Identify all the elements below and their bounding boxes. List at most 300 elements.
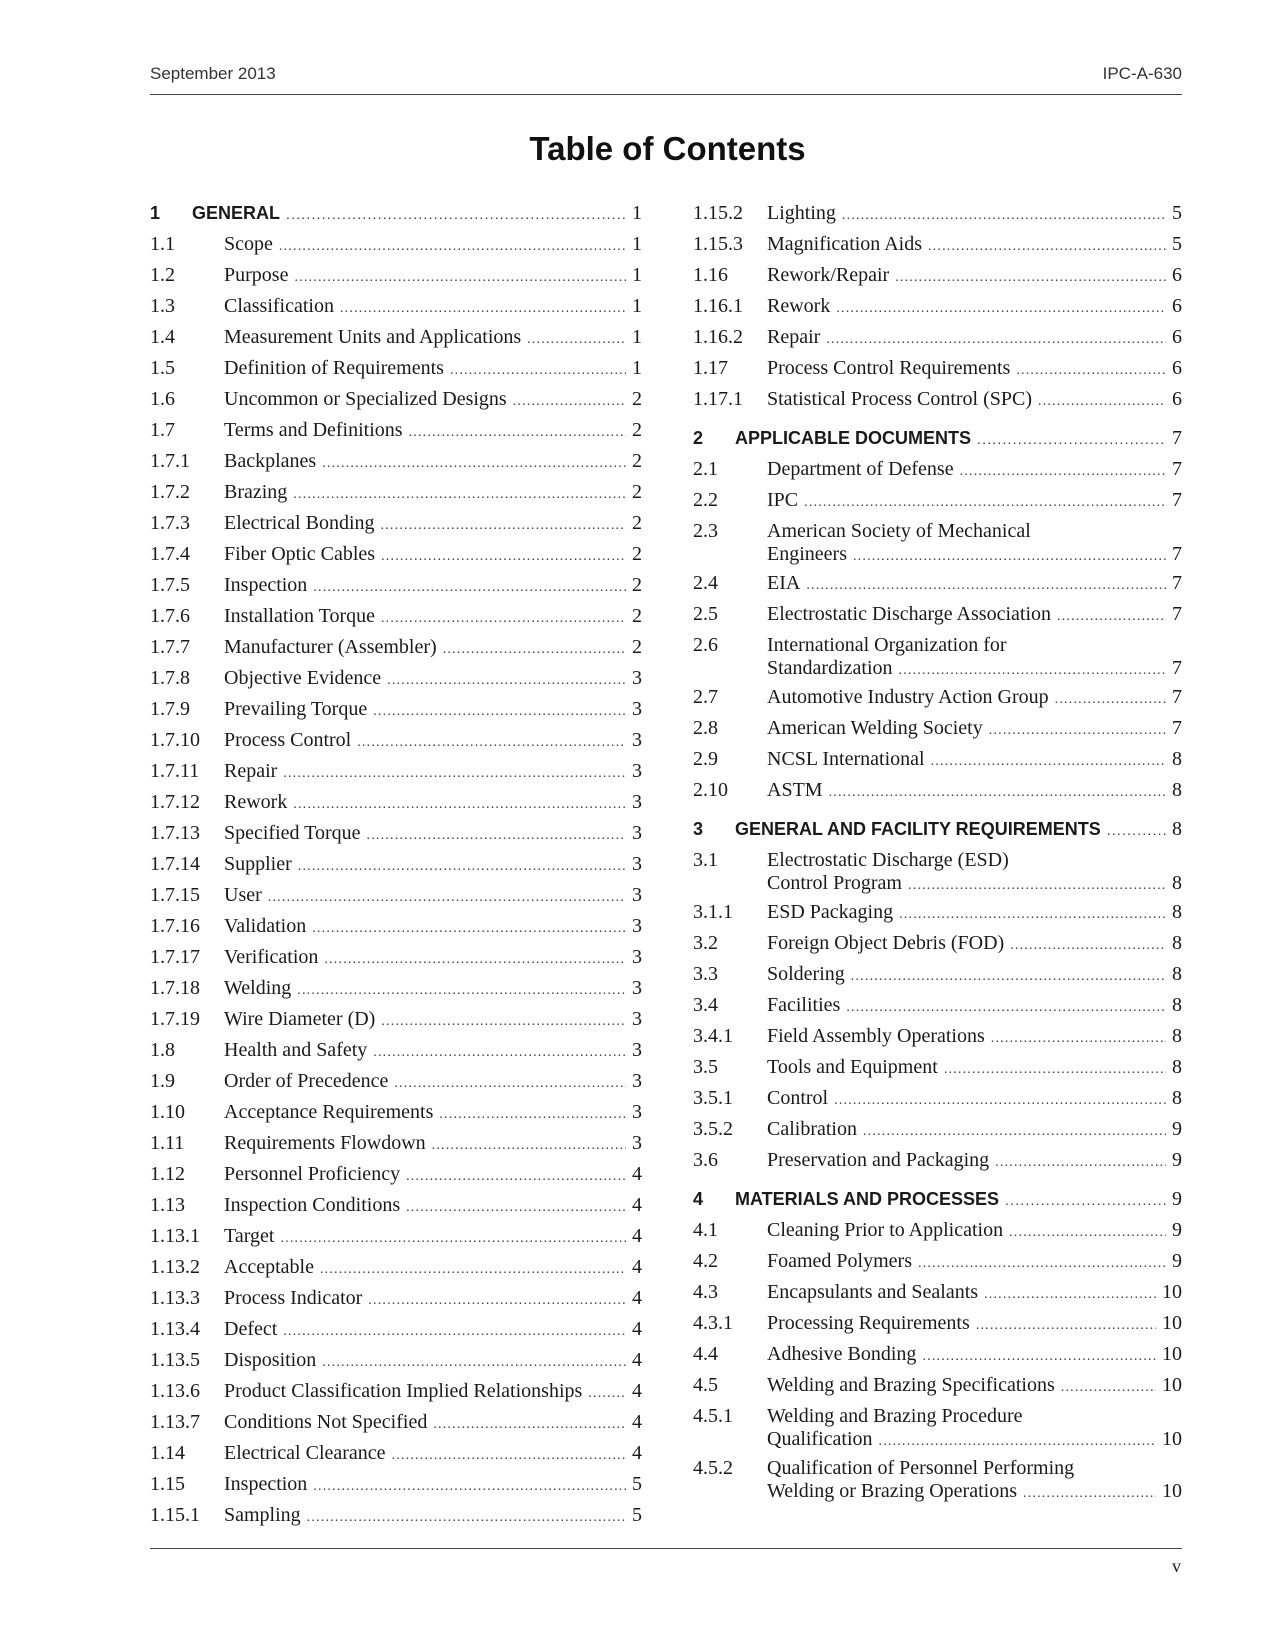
toc-entry: [150, 787, 642, 818]
toc-section-title: Product Classification Implied Relationships: [224, 1380, 583, 1402]
toc-section-number: 1.13.7: [150, 1411, 200, 1433]
toc-page-number: 4: [632, 1287, 642, 1309]
toc-section-title: International Organization for: [767, 634, 1007, 656]
toc-entry: [693, 322, 1182, 353]
toc-page-number: 3: [632, 1101, 642, 1123]
toc-section-number: 1.1: [150, 233, 175, 255]
toc-entry: [150, 384, 642, 415]
toc-page-number: 10: [1162, 1374, 1182, 1396]
toc-page-number: 8: [1172, 818, 1182, 840]
toc-section-title: Facilities: [767, 994, 841, 1016]
toc-dot-leader: [324, 948, 626, 971]
toc-entry: [150, 229, 642, 260]
toc-dot-leader: [433, 1413, 626, 1436]
toc-entry: [693, 1339, 1182, 1370]
toc-page-number: 3: [632, 1008, 642, 1030]
toc-section-title: Validation: [224, 915, 307, 937]
toc-dot-leader: [322, 452, 626, 475]
toc-section-title: Specified Torque: [224, 822, 361, 844]
footer-rule: [150, 1548, 1182, 1549]
toc-section-title: Backplanes: [224, 450, 317, 472]
toc-section-number: 3: [693, 819, 704, 839]
toc-dot-leader: [312, 917, 626, 940]
toc-section-title: Rework: [224, 791, 288, 813]
toc-section-number: 4.5.1: [693, 1405, 733, 1427]
toc-section-number: 3.3: [693, 963, 718, 985]
toc-section-number: 1.5: [150, 357, 175, 379]
header-date: September 2013: [150, 64, 276, 83]
toc-section-number: 2.2: [693, 489, 718, 511]
toc-entry: [693, 229, 1182, 260]
toc-section-title: Sampling: [224, 1504, 301, 1526]
toc-section-title: GENERAL: [192, 203, 281, 223]
toc-entry: [693, 1083, 1182, 1114]
toc-dot-leader: [1016, 359, 1166, 382]
toc-section-title: Acceptable: [224, 1256, 314, 1278]
toc-section-number: 3.4.1: [693, 1025, 733, 1047]
toc-section-number: 1.7.17: [150, 946, 200, 968]
toc-section-title: Qualification: [767, 1428, 873, 1450]
header-document-id: IPC-A-630: [1102, 64, 1182, 83]
toc-section-number: 4.3: [693, 1281, 718, 1303]
toc-entry: [150, 1376, 642, 1407]
toc-entry: [150, 1035, 642, 1066]
toc-entry: [150, 1128, 642, 1159]
toc-entry: [693, 1370, 1182, 1401]
toc-section-title: Welding and Brazing Procedure: [767, 1405, 1023, 1427]
toc-section-number: 1.13.3: [150, 1287, 200, 1309]
page-title: Table of Contents: [529, 130, 806, 167]
toc-dot-leader: [588, 1382, 626, 1405]
toc-entry: [150, 260, 642, 291]
toc-dot-leader: [806, 574, 1166, 597]
toc-section-number: 1.10: [150, 1101, 185, 1123]
toc-dot-leader: [313, 1475, 626, 1498]
toc-dot-leader: [381, 607, 626, 630]
toc-page-number: 10: [1162, 1312, 1182, 1334]
toc-section-title: Wire Diameter (D): [224, 1008, 376, 1030]
toc-section-number: 1.16.1: [693, 295, 743, 317]
toc-section-title: ESD Packaging: [767, 901, 894, 923]
toc-dot-leader: [340, 297, 626, 320]
toc-dot-leader: [1107, 819, 1166, 842]
toc-section-title: Automotive Industry Action Group: [767, 686, 1049, 708]
toc-entry: [150, 1469, 642, 1500]
toc-section-title: Fiber Optic Cables: [224, 543, 376, 565]
toc-dot-leader: [357, 731, 626, 754]
toc-section-title: Supplier: [224, 853, 292, 875]
toc-section-title: User: [224, 884, 262, 906]
toc-section-title: Welding or Brazing Operations: [767, 1480, 1017, 1502]
toc-section-number: 4.5: [693, 1374, 718, 1396]
toc-entry: [150, 694, 642, 725]
toc-dot-leader: [846, 996, 1166, 1019]
toc-page-number: 4: [632, 1411, 642, 1433]
toc-section-title: Control: [767, 1087, 829, 1109]
toc-section-title: Electrical Bonding: [224, 512, 375, 534]
toc-entry: [150, 1190, 642, 1221]
toc-page-number: 4: [632, 1318, 642, 1340]
toc-entry: [150, 663, 642, 694]
toc-section-number: 1.11: [150, 1132, 185, 1154]
toc-page-number: 2: [632, 636, 642, 658]
toc-page-number: 4: [632, 1349, 642, 1371]
toc-section-title: Brazing: [224, 481, 288, 503]
toc-page-number: 1: [632, 202, 642, 224]
toc-section-title: Inspection Conditions: [224, 1194, 401, 1216]
toc-section-number: 4.2: [693, 1250, 718, 1272]
toc-entry: [150, 570, 642, 601]
toc-entry: [693, 454, 1182, 485]
toc-section-number: 1.13: [150, 1194, 185, 1216]
toc-section-number: 2.7: [693, 686, 718, 708]
toc-section-title: Uncommon or Specialized Designs: [224, 388, 507, 410]
toc-section-title: Defect: [224, 1318, 278, 1340]
toc-section-number: 1.15: [150, 1473, 185, 1495]
toc-page-number: 8: [1172, 872, 1182, 894]
toc-page-number: 3: [632, 1070, 642, 1092]
toc-section-title: Standardization: [767, 657, 893, 679]
toc-dot-leader: [879, 1430, 1156, 1453]
toc-section-number: 2.5: [693, 603, 718, 625]
toc-dot-leader: [387, 669, 626, 692]
toc-dot-leader: [293, 793, 626, 816]
toc-entry: [150, 1097, 642, 1128]
toc-section-number: 3.5.1: [693, 1087, 733, 1109]
toc-section-number: 1.2: [150, 264, 175, 286]
toc-page-number: 7: [1172, 427, 1182, 449]
toc-page-number: 3: [632, 698, 642, 720]
toc-section-number: 1.16.2: [693, 326, 743, 348]
toc-page-number: 8: [1172, 779, 1182, 801]
toc-page-number: 7: [1172, 717, 1182, 739]
toc-page-number: 7: [1172, 572, 1182, 594]
toc-left-column: [150, 198, 642, 1531]
toc-dot-leader: [268, 886, 626, 909]
toc-section-title: ASTM: [767, 779, 823, 801]
toc-page-number: 4: [632, 1442, 642, 1464]
toc-page-number: 6: [1172, 326, 1182, 348]
toc-entry: [693, 682, 1182, 713]
toc-entry: [693, 516, 1182, 568]
toc-section-title: Measurement Units and Applications: [224, 326, 522, 348]
toc-page-number: 2: [632, 388, 642, 410]
toc-page-number: 5: [632, 1504, 642, 1526]
toc-dot-leader: [863, 1120, 1166, 1143]
toc-section-number: 1.13.5: [150, 1349, 200, 1371]
toc-dot-leader: [984, 1283, 1156, 1306]
toc-dot-leader: [853, 545, 1166, 568]
toc-entry: [150, 632, 642, 663]
toc-entry: [693, 775, 1182, 806]
toc-dot-leader: [293, 483, 626, 506]
toc-section-title: Department of Defense: [767, 458, 954, 480]
toc-entry: [150, 1066, 642, 1097]
toc-entry: [693, 845, 1182, 897]
toc-section-number: 2.8: [693, 717, 718, 739]
toc-dot-leader: [368, 1289, 626, 1312]
toc-section-title: Target: [224, 1225, 275, 1247]
toc-dot-leader: [1038, 390, 1166, 413]
toc-section-title: Personnel Proficiency: [224, 1163, 401, 1185]
toc-section-title: Process Indicator: [224, 1287, 363, 1309]
toc-page-number: 8: [1172, 748, 1182, 770]
toc-section-number: 1.13.6: [150, 1380, 200, 1402]
toc-section-number: 1.7.18: [150, 977, 200, 999]
toc-dot-leader: [406, 1196, 626, 1219]
toc-section-title: Acceptance Requirements: [224, 1101, 434, 1123]
toc-section-title: Requirements Flowdown: [224, 1132, 426, 1154]
toc-dot-leader: [1005, 1189, 1166, 1212]
toc-entry: [150, 1500, 642, 1531]
toc-section-number: 1.7.1: [150, 450, 190, 472]
toc-section-number: 1: [150, 203, 161, 223]
toc-dot-leader: [1010, 934, 1166, 957]
toc-page-number: 6: [1172, 295, 1182, 317]
toc-page-number: 4: [632, 1194, 642, 1216]
toc-page-number: 3: [632, 1132, 642, 1154]
toc-section-number: 1.7.12: [150, 791, 200, 813]
toc-entry: [150, 1314, 642, 1345]
toc-section-number: 1.7.4: [150, 543, 190, 565]
toc-section-number: 1.7.8: [150, 667, 190, 689]
toc-chapter-entry: [693, 423, 1182, 454]
toc-entry: [693, 897, 1182, 928]
toc-section-title: Welding: [224, 977, 292, 999]
toc-section-title: Qualification of Personnel Performing: [767, 1457, 1075, 1479]
toc-page-number: 4: [632, 1256, 642, 1278]
toc-dot-leader: [1055, 688, 1166, 711]
toc-entry: [150, 508, 642, 539]
toc-dot-leader: [527, 328, 626, 351]
toc-section-title: Health and Safety: [224, 1039, 368, 1061]
toc-section-number: 1.7.16: [150, 915, 200, 937]
toc-page-number: 8: [1172, 932, 1182, 954]
toc-page-number: 7: [1172, 489, 1182, 511]
toc-page-number: 1: [632, 233, 642, 255]
toc-dot-leader: [297, 979, 626, 1002]
toc-page-number: 7: [1172, 686, 1182, 708]
toc-page-number: 2: [632, 543, 642, 565]
toc-section-title: Field Assembly Operations: [767, 1025, 985, 1047]
toc-dot-leader: [1009, 1221, 1166, 1244]
toc-entry: [150, 1438, 642, 1469]
toc-entry: [693, 1453, 1182, 1505]
toc-section-number: 1.12: [150, 1163, 185, 1185]
toc-entry: [150, 818, 642, 849]
toc-dot-leader: [381, 545, 626, 568]
toc-page-number: 1: [632, 326, 642, 348]
toc-section-number: 1.9: [150, 1070, 175, 1092]
toc-page-number: 8: [1172, 901, 1182, 923]
toc-section-number: 1.7.2: [150, 481, 190, 503]
toc-section-title: APPLICABLE DOCUMENTS: [735, 428, 972, 448]
toc-entry: [693, 1308, 1182, 1339]
toc-section-number: 4.3.1: [693, 1312, 733, 1334]
toc-entry: [693, 1277, 1182, 1308]
toc-dot-leader: [842, 204, 1166, 227]
toc-section-number: 1.7.7: [150, 636, 190, 658]
toc-dot-leader: [829, 781, 1166, 804]
toc-dot-leader: [895, 266, 1166, 289]
toc-section-number: 1.7.6: [150, 605, 190, 627]
toc-dot-leader: [931, 750, 1166, 773]
toc-dot-leader: [381, 514, 626, 537]
toc-dot-leader: [283, 762, 626, 785]
toc-entry: [150, 353, 642, 384]
toc-dot-leader: [392, 1444, 626, 1467]
toc-dot-leader: [279, 235, 626, 258]
toc-chapter-entry: [693, 814, 1182, 845]
toc-dot-leader: [899, 659, 1166, 682]
toc-section-number: 1.7.19: [150, 1008, 200, 1030]
toc-dot-leader: [320, 1258, 626, 1281]
toc-dot-leader: [409, 421, 626, 444]
toc-page-number: 3: [632, 853, 642, 875]
toc-entry: [150, 880, 642, 911]
toc-page-number: 8: [1172, 1087, 1182, 1109]
toc-page-number: 3: [632, 760, 642, 782]
toc-dot-leader: [960, 460, 1166, 483]
toc-page-number: 6: [1172, 357, 1182, 379]
toc-section-title: Lighting: [767, 202, 836, 224]
toc-page-number: 8: [1172, 1025, 1182, 1047]
toc-section-title: Terms and Definitions: [224, 419, 403, 441]
toc-dot-leader: [286, 203, 626, 226]
toc-entry: [693, 630, 1182, 682]
toc-dot-leader: [851, 965, 1166, 988]
toc-section-number: 1.17.1: [693, 388, 743, 410]
toc-section-number: 3.1.1: [693, 901, 733, 923]
toc-entry: [693, 1021, 1182, 1052]
toc-section-number: 1.16: [693, 264, 728, 286]
toc-dot-leader: [826, 328, 1166, 351]
toc-section-number: 1.7.14: [150, 853, 200, 875]
toc-entry: [150, 1221, 642, 1252]
toc-section-title: Inspection: [224, 1473, 308, 1495]
header-rule: [150, 94, 1182, 95]
toc-dot-leader: [989, 719, 1166, 742]
toc-dot-leader: [322, 1351, 626, 1374]
toc-dot-leader: [928, 235, 1166, 258]
toc-section-number: 1.7.5: [150, 574, 190, 596]
toc-entry: [693, 1145, 1182, 1176]
toc-section-title: Welding and Brazing Specifications: [767, 1374, 1055, 1396]
toc-page-number: 10: [1162, 1428, 1182, 1450]
toc-section-title: Electrostatic Discharge Association: [767, 603, 1051, 625]
toc-section-number: 3.4: [693, 994, 718, 1016]
toc-page-number: 5: [632, 1473, 642, 1495]
toc-section-number: 2.4: [693, 572, 718, 594]
toc-dot-leader: [1023, 1482, 1156, 1505]
toc-section-number: 2.1: [693, 458, 718, 480]
toc-entry: [693, 744, 1182, 775]
toc-page-number: 3: [632, 946, 642, 968]
toc-section-title: Foamed Polymers: [767, 1250, 912, 1272]
toc-entry: [693, 291, 1182, 322]
toc-dot-leader: [995, 1151, 1166, 1174]
toc-dot-leader: [443, 638, 626, 661]
toc-section-title: Electrostatic Discharge (ESD): [767, 849, 1009, 871]
toc-dot-leader: [908, 874, 1166, 897]
toc-section-number: 1.7.11: [150, 760, 200, 782]
toc-entry: [150, 1004, 642, 1035]
toc-entry: [693, 568, 1182, 599]
toc-page-number: 3: [632, 729, 642, 751]
toc-section-number: 1.13.2: [150, 1256, 200, 1278]
toc-entry: [693, 1215, 1182, 1246]
toc-page-number: 3: [632, 822, 642, 844]
toc-entry: [150, 756, 642, 787]
toc-page-number: 7: [1172, 603, 1182, 625]
page-number: v: [1172, 1556, 1181, 1576]
toc-dot-leader: [439, 1103, 626, 1126]
toc-dot-leader: [899, 903, 1166, 926]
toc-entry: [693, 713, 1182, 744]
toc-section-title: Process Control: [224, 729, 352, 751]
toc-page-number: 10: [1162, 1480, 1182, 1502]
toc-entry: [150, 911, 642, 942]
toc-section-title: Classification: [224, 295, 334, 317]
toc-page-number: 4: [632, 1163, 642, 1185]
toc-entry: [693, 384, 1182, 415]
toc-entry: [150, 1252, 642, 1283]
toc-section-number: 4.4: [693, 1343, 718, 1365]
toc-section-number: 1.7.13: [150, 822, 200, 844]
toc-section-title: Cleaning Prior to Application: [767, 1219, 1004, 1241]
toc-page-number: 2: [632, 574, 642, 596]
toc-section-number: 2.10: [693, 779, 728, 801]
toc-section-title: Inspection: [224, 574, 308, 596]
toc-page-number: 8: [1172, 1056, 1182, 1078]
toc-page-number: 6: [1172, 388, 1182, 410]
toc-section-number: 1.15.1: [150, 1504, 200, 1526]
toc-chapter-entry: [693, 1184, 1182, 1215]
toc-page-number: 6: [1172, 264, 1182, 286]
toc-dot-leader: [836, 297, 1166, 320]
toc-section-title: Encapsulants and Sealants: [767, 1281, 979, 1303]
toc-entry: [693, 485, 1182, 516]
toc-section-number: 1.14: [150, 1442, 185, 1464]
toc-entry: [150, 725, 642, 756]
toc-dot-leader: [283, 1320, 626, 1343]
toc-page-number: 10: [1162, 1343, 1182, 1365]
toc-section-title: Installation Torque: [224, 605, 375, 627]
toc-page-number: 10: [1162, 1281, 1182, 1303]
toc-section-number: 1.8: [150, 1039, 175, 1061]
toc-page-number: 8: [1172, 994, 1182, 1016]
toc-section-title: Disposition: [224, 1349, 317, 1371]
toc-page-number: 4: [632, 1380, 642, 1402]
toc-section-title: Scope: [224, 233, 273, 255]
toc-section-title: Magnification Aids: [767, 233, 922, 255]
toc-section-number: 2.6: [693, 634, 718, 656]
toc-right-column: [693, 198, 1182, 1505]
toc-entry: [150, 539, 642, 570]
toc-section-number: 2: [693, 428, 704, 448]
toc-section-title: Objective Evidence: [224, 667, 382, 689]
toc-entry: [693, 1052, 1182, 1083]
toc-section-title: Repair: [224, 760, 278, 782]
toc-section-title: American Society of Mechanical: [767, 520, 1031, 542]
toc-section-title: Verification: [224, 946, 319, 968]
toc-entry: [150, 849, 642, 880]
toc-dot-leader: [944, 1058, 1166, 1081]
toc-entry: [150, 942, 642, 973]
toc-entry: [693, 959, 1182, 990]
toc-page-number: 9: [1172, 1118, 1182, 1140]
toc-section-number: 3.2: [693, 932, 718, 954]
